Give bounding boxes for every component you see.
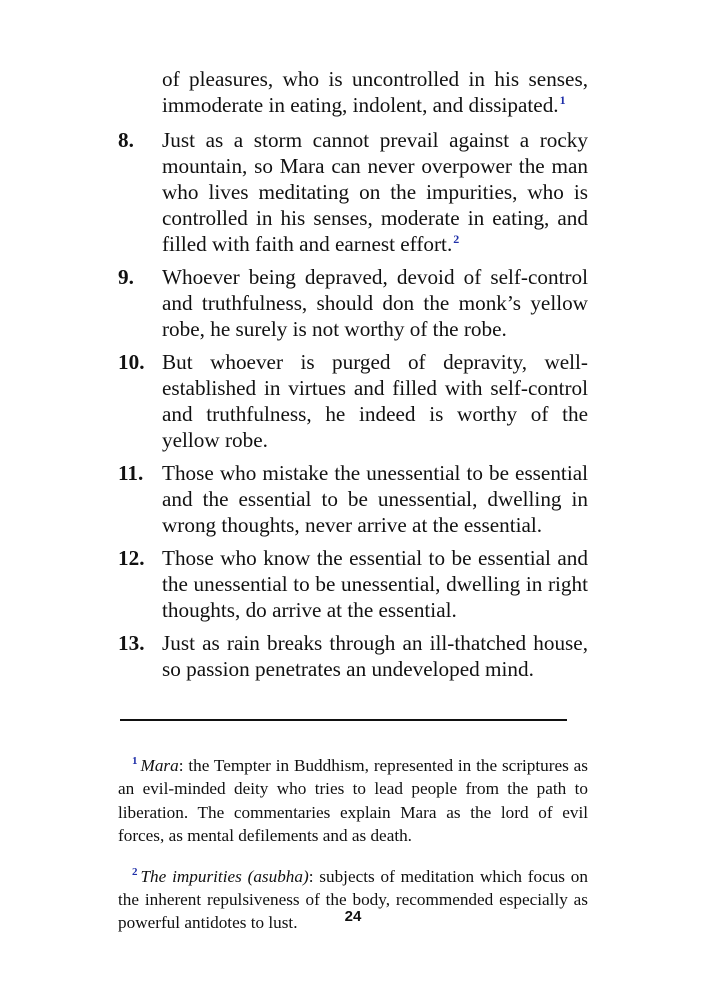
verse-list xyxy=(118,66,588,689)
footnote-ref[interactable]: 2 xyxy=(453,232,460,246)
footnote-term: The impurities (asubha) xyxy=(140,866,309,886)
verse-10 xyxy=(118,349,588,453)
footnote-divider xyxy=(120,719,567,721)
verse-number: 10. xyxy=(118,350,145,374)
verse-9 xyxy=(118,264,588,342)
verse-text: Those who know the essential to be essential and the unessential to be unessential, dwelling in right thoughts, do arrive at the essential. xyxy=(162,546,588,622)
verse-number: 11. xyxy=(118,461,144,485)
verse-text: Those who mistake the unessential to be essential and the essential to be unessential, dwelling in wrong thoughts, never arrive at the essential. xyxy=(162,461,588,537)
verse-12 xyxy=(118,545,588,623)
verse-8 xyxy=(118,127,588,257)
verse-text: But whoever is purged of depravity, well-established in virtues and filled with self-control and truthfulness, he indeed is worthy of the yellow robe. xyxy=(162,350,588,452)
verse-continuation xyxy=(118,66,588,118)
verse-number: 8. xyxy=(118,128,134,152)
footnote-text: : subjects of meditation which focus on the inherent repulsiveness of the body, recommended especially as powerful antidotes to lust. xyxy=(118,866,588,933)
footnote-text: : the Tempter in Buddhism, represented in the scriptures as an evil-minded deity who tries to lead people from the path to liberation. The commentaries explain Mara as the lord of evil forces, as mental defilements and as death. xyxy=(118,756,588,846)
verse-text: Just as rain breaks through an ill-thatched house, so passion penetrates an undeveloped mind. xyxy=(162,631,588,681)
footnote-marker: 2 xyxy=(132,865,138,878)
footnote-marker: 1 xyxy=(132,755,138,768)
verse-text: of pleasures, who is uncontrolled in his senses, immoderate in eating, indolent, and dissipated.$^1$ xyxy=(162,67,588,117)
footnote-ref[interactable]: 1 xyxy=(559,93,566,107)
verse-number: 13. xyxy=(118,631,145,655)
verse-11 xyxy=(118,460,588,538)
verse-number: 9. xyxy=(118,265,134,289)
verse-number: 12. xyxy=(118,546,145,570)
verse-text: Just as a storm cannot prevail against a rocky mountain, so Mara can never overpower the man who lives meditating on the impurities, who is controlled in his senses, moderate in eating, and filled with faith and earnest effort.$^2$ xyxy=(162,128,588,256)
footnote-term: Mara xyxy=(140,756,179,776)
verse-13 xyxy=(118,630,588,682)
page-number: 24 xyxy=(344,908,362,925)
verse-text: Whoever being depraved, devoid of self-control and truthfulness, should don the monk’s yellow robe, he surely is not worthy of the robe. xyxy=(162,265,588,341)
footnote-1 xyxy=(118,754,588,847)
